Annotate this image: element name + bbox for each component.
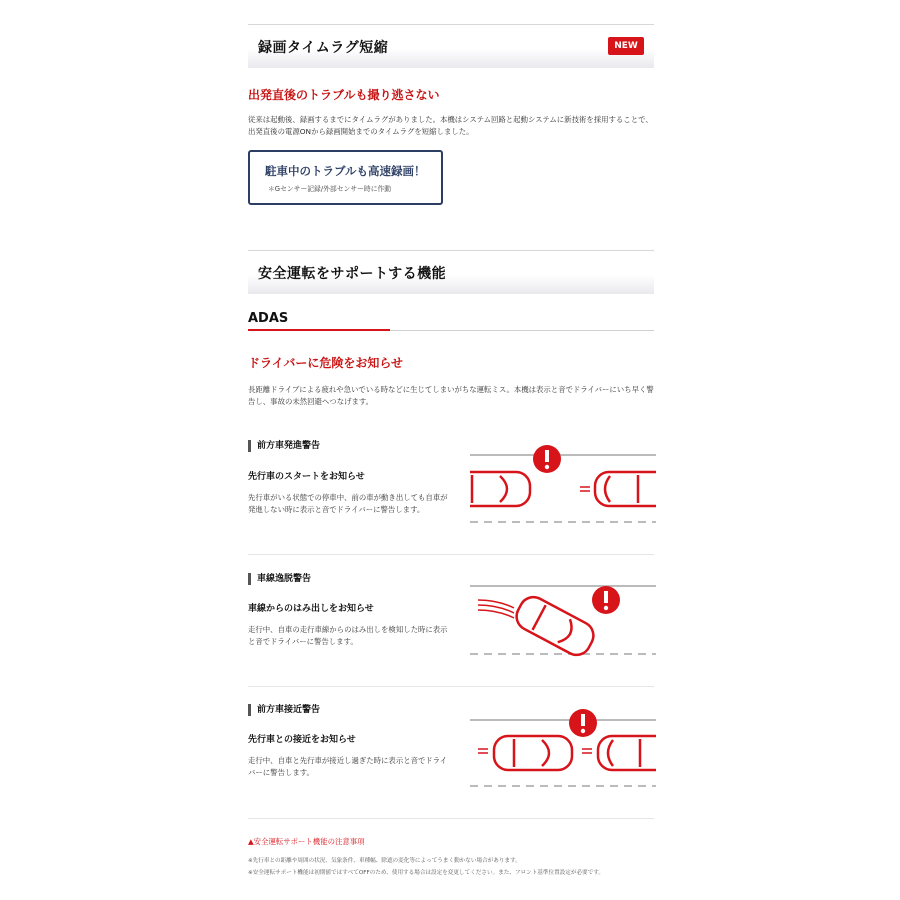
car-start-warning-illustration [470, 442, 656, 526]
feature-description: 走行中、自車の走行車線からのはみ出しを検知した時に表示と音でドライバーに警告します。 [248, 625, 448, 646]
feature-subtitle: 先行車のスタートをお知らせ [248, 472, 365, 482]
new-badge: NEW [608, 37, 644, 55]
timelag-heading: 出発直後のトラブルも撮り逃さない [248, 88, 440, 102]
safety-note: ※安全運転サポート機能は初期値ではすべてOFFのため、使用する場合は設定を変更してください。また、フロント基準位置設定が必要です。 [248, 870, 604, 876]
feature-title: 車線逸脱警告 [248, 573, 311, 585]
feature-description: 走行中、自車と先行車が接近し過ぎた時に表示と音でドライバーに警告します。 [248, 756, 448, 777]
section-title: 安全運転をサポートする機能 [258, 266, 447, 282]
feature-title: 前方車発進警告 [248, 440, 320, 452]
adas-body: 長距離ドライブによる疲れや急いでいる時などに生じてしまいがちな運転ミス。本機は表示と音でドライバーにいち早く警告し、事故の未然回避へつなげます。 [248, 385, 654, 406]
adas-label: ADAS [248, 311, 289, 326]
section-header-safety [248, 250, 654, 294]
parking-callout [248, 150, 443, 205]
collision-warning-illustration [470, 708, 656, 792]
feature-divider [248, 554, 654, 555]
feature-title: 前方車接近警告 [248, 704, 320, 716]
lane-departure-warning-illustration [470, 578, 656, 662]
adas-heading: ドライバーに危険をお知らせ [248, 356, 404, 370]
safety-note: ※先行車との距離や周囲の状況、気象条件、車種幅、除遮の変化等によってうまく動かない場合があります。 [248, 858, 521, 864]
feature-divider [248, 818, 654, 819]
adas-divider-accent [248, 329, 390, 331]
feature-subtitle: 車線からのはみ出しをお知らせ [248, 604, 374, 614]
feature-subtitle: 先行車との接近をお知らせ [248, 735, 356, 745]
feature-divider [248, 686, 654, 687]
section-header-timelag [248, 24, 654, 68]
callout-note: ＊Gセンサー記録/外部センサー時に作動 [268, 185, 392, 193]
timelag-body: 従来は起動後、録画するまでにタイムラグがありました。本機はシステム回路と起動システムに新技術を採用することで、出発直後の電源ONから録画開始までのタイムラグを短縮しました。 [248, 115, 653, 136]
section-title: 録画タイムラグ短縮 [258, 40, 389, 56]
safety-notes-heading: ▲安全運転サポート機能の注意事項 [248, 837, 365, 846]
callout-title: 駐車中のトラブルも高速録画！ [265, 164, 426, 178]
feature-description: 先行車がいる状態での停車中、前の車が動き出しても自車が発進しない時に表示と音でドライバーに警告します。 [248, 493, 448, 514]
